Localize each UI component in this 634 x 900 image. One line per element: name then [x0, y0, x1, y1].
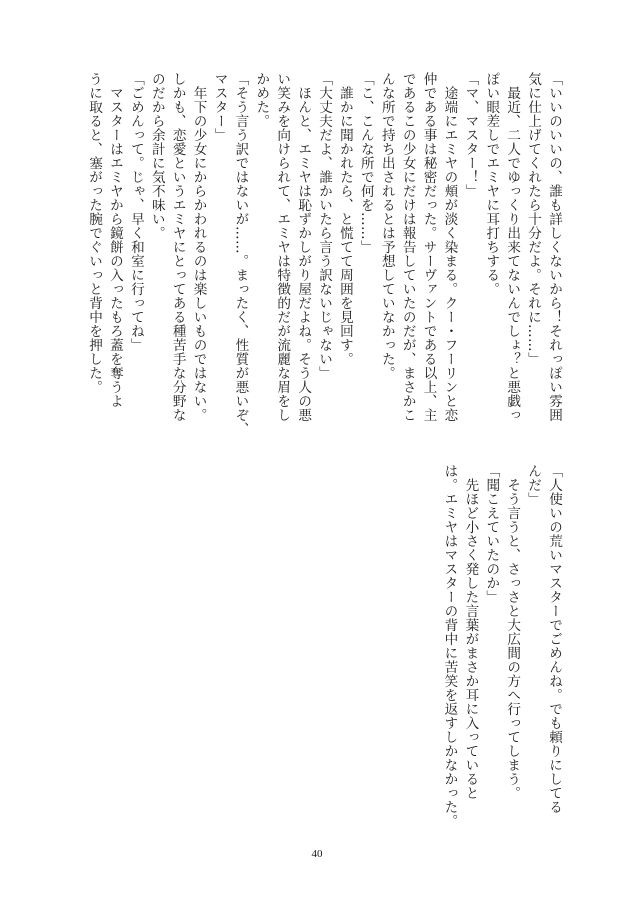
text-line: マスター」 — [211, 72, 228, 142]
lower-text-block — [439, 464, 564, 844]
text-line: い笑みを向けられて、エミヤは特徴的だが流麗な眉をし — [274, 72, 291, 422]
text-line: 最近、二人でゆっくり出来てないんでしょ？と悪戯っ — [504, 72, 521, 422]
text-line: 先ほど小さく発した言葉がまさか耳に入っていると — [462, 464, 479, 800]
text-line: 「マ、マスター！」 — [462, 72, 479, 198]
text-line: 「いいのいいの、誰も詳しくないから！それっぽい雰囲 — [546, 72, 562, 422]
text-line: 「人使いの荒いマスターでごめんね。でも頼りにしてる — [546, 464, 562, 814]
text-line: 誰かに聞かれたら、と慌てて周囲を見回す。 — [336, 72, 353, 366]
text-line: 「そう言う訳ではないが……。まったく、性質が悪いぞ、 — [232, 72, 249, 436]
page-number: 40 — [311, 848, 323, 860]
text-line: 「こ、こんな所で何を……」 — [357, 72, 374, 254]
text-line: 「ごめんって。じゃ、早く和室に行ってね」 — [127, 72, 144, 352]
text-line: んだ」 — [525, 464, 542, 506]
text-line: んな所で持ち出されるとは予想していなかった。 — [378, 72, 395, 380]
upper-text-block — [83, 72, 564, 452]
text-line: ほんと、エミヤは恥ずかしがり屋だよね。そう人の悪 — [295, 72, 312, 422]
text-line: かめた。 — [253, 72, 270, 128]
text-line: 「聞こえていたのか」 — [483, 464, 500, 604]
text-line: しかも、恋愛というエミヤにとってある種苦手な分野な — [169, 72, 186, 422]
text-line: は。エミヤはマスターの背中に苦笑を返すしかなかった。 — [441, 464, 458, 828]
text-line: 年下の少女にからかわれるのは楽しいものではない。 — [190, 72, 207, 422]
text-line: そう言うと、さっさと大広間の方へ行ってしまう。 — [504, 464, 521, 800]
text-line: 「大丈夫だよ、誰かいたら言う訳ないじゃない」 — [316, 72, 333, 380]
text-line: 気に仕上げてくれたら十分だよ。それに……」 — [525, 72, 542, 366]
text-line: であるこの少女にだけは報告していたのだが、まさかこ — [399, 72, 416, 422]
text-line: のだから余計に気不味い。 — [148, 72, 165, 240]
text-line: 仲である事は秘密だった。サーヴァントである以上、主 — [420, 72, 437, 422]
text-line: マスターはエミヤから鏡餅の入ったもろ蓋を奪うよ — [106, 72, 123, 408]
text-line: うに取ると、塞がった腕でぐいっと背中を押した。 — [86, 72, 103, 394]
text-line: ぽい眼差しでエミヤに耳打ちする。 — [483, 72, 500, 296]
text-line: 途端にエミヤの頬が淡く染まる。クー・フーリンと恋 — [441, 72, 458, 422]
